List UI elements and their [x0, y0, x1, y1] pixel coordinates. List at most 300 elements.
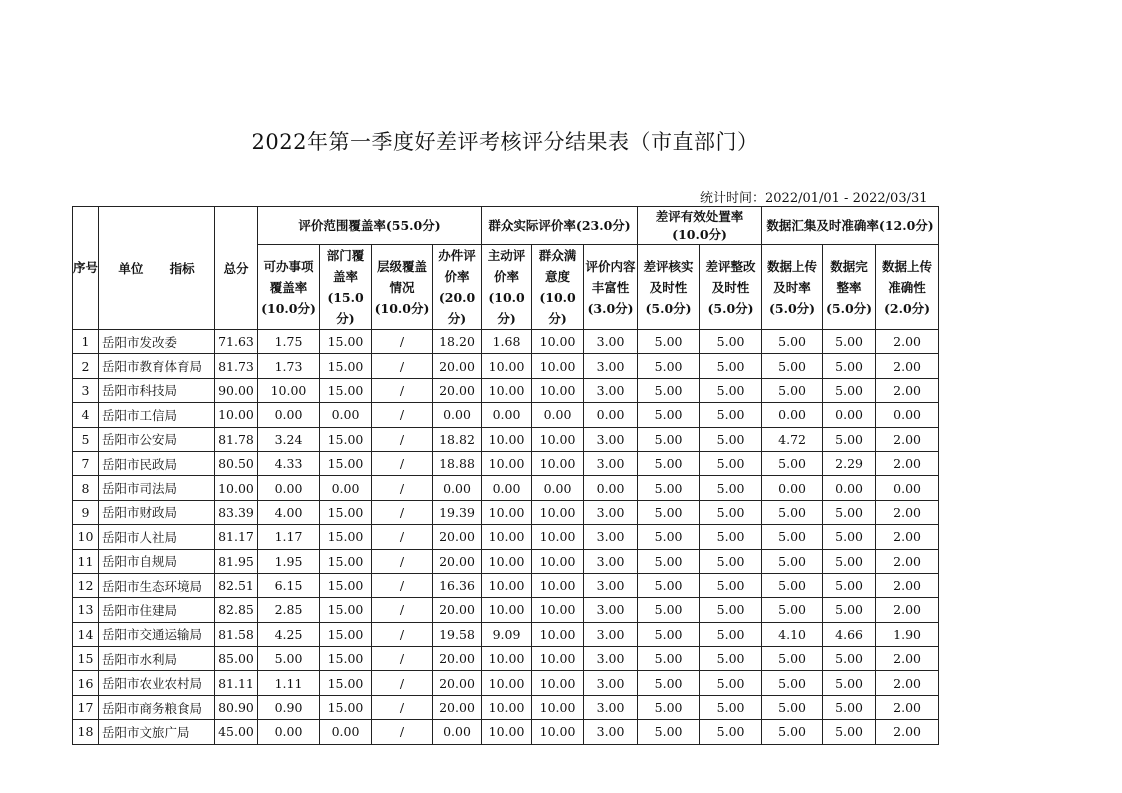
- col-header: [700, 245, 762, 330]
- row-value: 20.00: [433, 647, 482, 671]
- col-header-line: 数据完: [830, 258, 868, 274]
- row-seq: 16: [73, 671, 99, 695]
- row-value: 5.00: [700, 573, 762, 597]
- col-header-line: 差评整改: [705, 258, 756, 274]
- table-row: [73, 451, 939, 475]
- row-value: 15.00: [320, 647, 372, 671]
- row-value: 0.90: [258, 695, 320, 719]
- row-value: 5.00: [762, 330, 823, 354]
- header-unit-indicator: [99, 207, 215, 330]
- row-total: 10.00: [215, 476, 258, 500]
- row-value: 5.00: [638, 330, 700, 354]
- row-value: 1.95: [258, 549, 320, 573]
- col-header: [258, 245, 320, 330]
- row-value: 20.00: [433, 549, 482, 573]
- score-table: [72, 206, 939, 745]
- row-value: 5.00: [823, 695, 876, 719]
- row-value: 20.00: [433, 354, 482, 378]
- row-value: 5.00: [638, 720, 700, 744]
- row-value: 5.00: [823, 573, 876, 597]
- row-value: 10.00: [482, 695, 532, 719]
- row-value: 5.00: [700, 330, 762, 354]
- row-value: 4.33: [258, 451, 320, 475]
- row-unit: 岳阳市水利局: [99, 647, 215, 671]
- table-row: [73, 671, 939, 695]
- row-value: 1.17: [258, 525, 320, 549]
- group-coverage: 评价范围覆盖率(55.0分): [258, 207, 482, 245]
- row-value: 10.00: [482, 451, 532, 475]
- table-row: [73, 622, 939, 646]
- row-value: /: [372, 622, 433, 646]
- row-value: 5.00: [638, 354, 700, 378]
- row-value: 10.00: [482, 354, 532, 378]
- row-seq: 18: [73, 720, 99, 744]
- row-value: 3.00: [584, 695, 638, 719]
- row-value: 1.68: [482, 330, 532, 354]
- row-value: 5.00: [762, 720, 823, 744]
- row-unit: 岳阳市财政局: [99, 500, 215, 524]
- row-value: 2.00: [876, 427, 939, 451]
- row-value: 0.00: [433, 720, 482, 744]
- row-value: 5.00: [823, 500, 876, 524]
- row-value: 0.00: [258, 476, 320, 500]
- row-value: 0.00: [482, 476, 532, 500]
- row-value: 5.00: [762, 549, 823, 573]
- row-value: 10.00: [482, 427, 532, 451]
- row-value: 15.00: [320, 549, 372, 573]
- row-value: 3.00: [584, 330, 638, 354]
- row-seq: 8: [73, 476, 99, 500]
- row-value: 10.00: [482, 525, 532, 549]
- row-seq: 4: [73, 403, 99, 427]
- header-seq: [73, 207, 99, 330]
- row-value: 5.00: [700, 427, 762, 451]
- row-value: 5.00: [700, 378, 762, 402]
- row-value: 5.00: [700, 354, 762, 378]
- row-value: 5.00: [762, 598, 823, 622]
- col-header-line: 办件评: [438, 248, 476, 263]
- row-unit: 岳阳市人社局: [99, 525, 215, 549]
- row-value: 5.00: [762, 451, 823, 475]
- row-unit: 岳阳市民政局: [99, 451, 215, 475]
- row-total: 81.11: [215, 671, 258, 695]
- row-unit: 岳阳市住建局: [99, 598, 215, 622]
- row-seq: 5: [73, 427, 99, 451]
- row-value: 2.00: [876, 573, 939, 597]
- col-header: [372, 245, 433, 330]
- row-value: 6.15: [258, 573, 320, 597]
- col-header-line: 层级覆盖: [376, 258, 427, 274]
- row-total: 83.39: [215, 500, 258, 524]
- row-unit: 岳阳市自规局: [99, 549, 215, 573]
- col-header-line: (5.0分): [645, 300, 692, 316]
- col-header-line: (5.0分): [769, 300, 816, 316]
- row-value: 5.00: [700, 500, 762, 524]
- row-value: 15.00: [320, 622, 372, 646]
- row-value: 10.00: [532, 622, 584, 646]
- row-value: /: [372, 695, 433, 719]
- row-total: 45.00: [215, 720, 258, 744]
- header-indicator-label: 指标: [169, 260, 195, 276]
- row-unit: 岳阳市科技局: [99, 378, 215, 402]
- table-row: [73, 354, 939, 378]
- row-value: 20.00: [433, 695, 482, 719]
- row-seq: 1: [73, 330, 99, 354]
- row-value: 3.00: [584, 549, 638, 573]
- group-disposal: 差评有效处置率(10.0分): [638, 207, 762, 245]
- row-value: 19.58: [433, 622, 482, 646]
- col-header-line: (2.0分): [884, 300, 931, 316]
- row-seq: 12: [73, 573, 99, 597]
- row-value: 0.00: [258, 403, 320, 427]
- row-value: 10.00: [532, 525, 584, 549]
- row-total: 71.63: [215, 330, 258, 354]
- col-header-line: 整率: [836, 279, 862, 295]
- row-value: 2.00: [876, 354, 939, 378]
- table-row: [73, 330, 939, 354]
- row-unit: 岳阳市工信局: [99, 403, 215, 427]
- row-value: 15.00: [320, 695, 372, 719]
- row-value: 19.39: [433, 500, 482, 524]
- row-value: 5.00: [762, 695, 823, 719]
- row-value: 5.00: [638, 647, 700, 671]
- row-value: 5.00: [762, 573, 823, 597]
- row-value: 5.00: [762, 647, 823, 671]
- row-value: 2.00: [876, 378, 939, 402]
- col-header-line: 主动评: [487, 248, 526, 263]
- row-value: 15.00: [320, 427, 372, 451]
- row-value: 10.00: [532, 451, 584, 475]
- col-header-line: (10.0分): [374, 300, 430, 316]
- row-value: 3.00: [584, 573, 638, 597]
- row-value: 18.82: [433, 427, 482, 451]
- row-value: 5.00: [638, 598, 700, 622]
- row-value: 3.24: [258, 427, 320, 451]
- row-value: 5.00: [638, 476, 700, 500]
- row-unit: 岳阳市教育体育局: [99, 354, 215, 378]
- row-value: 3.00: [584, 354, 638, 378]
- col-header-line: (5.0分): [707, 300, 754, 316]
- row-value: 3.00: [584, 598, 638, 622]
- row-value: 15.00: [320, 500, 372, 524]
- col-header-line: 覆盖率: [269, 279, 308, 295]
- row-value: 5.00: [638, 500, 700, 524]
- row-total: 80.90: [215, 695, 258, 719]
- row-total: 82.85: [215, 598, 258, 622]
- row-value: 5.00: [762, 378, 823, 402]
- col-header-line: 盖率: [332, 269, 358, 284]
- row-value: 5.00: [700, 720, 762, 744]
- row-value: 15.00: [320, 354, 372, 378]
- row-value: 0.00: [258, 720, 320, 744]
- row-value: 5.00: [823, 720, 876, 744]
- row-value: 5.00: [762, 525, 823, 549]
- row-value: 2.00: [876, 695, 939, 719]
- row-value: 10.00: [532, 427, 584, 451]
- row-value: 10.00: [482, 573, 532, 597]
- row-value: 2.00: [876, 451, 939, 475]
- row-value: 5.00: [823, 549, 876, 573]
- row-value: 0.00: [876, 403, 939, 427]
- row-value: 0.00: [532, 476, 584, 500]
- row-value: 5.00: [823, 525, 876, 549]
- row-value: 2.00: [876, 330, 939, 354]
- row-value: 3.00: [584, 671, 638, 695]
- row-value: 10.00: [482, 720, 532, 744]
- col-header-line: 数据上传: [882, 258, 933, 274]
- row-value: 5.00: [823, 647, 876, 671]
- row-value: 10.00: [258, 378, 320, 402]
- row-value: 20.00: [433, 525, 482, 549]
- row-value: 0.00: [320, 476, 372, 500]
- table-row: [73, 500, 939, 524]
- row-value: 10.00: [482, 598, 532, 622]
- row-value: 0.00: [762, 476, 823, 500]
- col-header-line: 意度: [545, 269, 571, 284]
- row-value: /: [372, 476, 433, 500]
- row-value: 15.00: [320, 671, 372, 695]
- row-total: 10.00: [215, 403, 258, 427]
- row-seq: 10: [73, 525, 99, 549]
- row-total: 81.58: [215, 622, 258, 646]
- row-value: 5.00: [638, 573, 700, 597]
- table-row: [73, 647, 939, 671]
- row-value: 16.36: [433, 573, 482, 597]
- row-unit: 岳阳市交通运输局: [99, 622, 215, 646]
- row-value: 10.00: [482, 549, 532, 573]
- row-value: 5.00: [638, 378, 700, 402]
- row-unit: 岳阳市司法局: [99, 476, 215, 500]
- row-value: 0.00: [823, 476, 876, 500]
- row-value: 15.00: [320, 378, 372, 402]
- table-row: [73, 403, 939, 427]
- row-value: /: [372, 354, 433, 378]
- row-value: 10.00: [532, 695, 584, 719]
- row-value: 4.25: [258, 622, 320, 646]
- table-row: [73, 525, 939, 549]
- row-value: 2.00: [876, 525, 939, 549]
- row-unit: 岳阳市文旅广局: [99, 720, 215, 744]
- col-header-line: 及时性: [711, 279, 750, 295]
- col-header: [320, 245, 372, 330]
- row-value: 1.11: [258, 671, 320, 695]
- row-seq: 14: [73, 622, 99, 646]
- row-seq: 11: [73, 549, 99, 573]
- row-value: 1.73: [258, 354, 320, 378]
- row-value: 15.00: [320, 451, 372, 475]
- table-row: [73, 549, 939, 573]
- row-value: 9.09: [482, 622, 532, 646]
- row-value: 2.00: [876, 598, 939, 622]
- row-value: 5.00: [823, 427, 876, 451]
- col-header-line: 评价内容: [585, 258, 636, 274]
- row-total: 81.78: [215, 427, 258, 451]
- row-value: 10.00: [532, 720, 584, 744]
- col-header-line: 及时性: [649, 279, 688, 295]
- row-seq: 15: [73, 647, 99, 671]
- row-value: 10.00: [482, 647, 532, 671]
- row-value: 5.00: [638, 403, 700, 427]
- page-title: 2022年第一季度好差评考核评分结果表（市直部门）: [251, 130, 759, 154]
- row-value: 4.66: [823, 622, 876, 646]
- row-value: 5.00: [638, 622, 700, 646]
- row-value: 5.00: [700, 403, 762, 427]
- row-value: 2.85: [258, 598, 320, 622]
- row-value: 5.00: [700, 671, 762, 695]
- row-value: /: [372, 330, 433, 354]
- header-total: 总分: [215, 207, 258, 330]
- row-value: 4.10: [762, 622, 823, 646]
- row-value: 10.00: [482, 378, 532, 402]
- row-value: 5.00: [823, 330, 876, 354]
- col-header-line: 可办事项: [263, 258, 314, 274]
- row-value: 0.00: [482, 403, 532, 427]
- col-header-line: 及时率: [773, 279, 811, 295]
- table-row: [73, 695, 939, 719]
- row-value: 5.00: [700, 647, 762, 671]
- row-value: 5.00: [700, 549, 762, 573]
- row-value: /: [372, 403, 433, 427]
- row-value: 3.00: [584, 720, 638, 744]
- row-value: 10.00: [532, 549, 584, 573]
- row-value: 3.00: [584, 647, 638, 671]
- row-value: 5.00: [700, 525, 762, 549]
- row-unit: 岳阳市生态环境局: [99, 573, 215, 597]
- row-value: 2.29: [823, 451, 876, 475]
- row-unit: 岳阳市公安局: [99, 427, 215, 451]
- row-value: 0.00: [584, 476, 638, 500]
- col-header: [823, 245, 876, 330]
- row-value: 5.00: [638, 451, 700, 475]
- col-header-line: 数据上传: [767, 258, 818, 274]
- row-value: 3.00: [584, 525, 638, 549]
- row-value: 10.00: [532, 354, 584, 378]
- row-value: 2.00: [876, 549, 939, 573]
- row-total: 80.50: [215, 451, 258, 475]
- col-header: [876, 245, 939, 330]
- table-row: [73, 378, 939, 402]
- header-unit-label: 单位: [118, 260, 144, 276]
- row-unit: 岳阳市发改委: [99, 330, 215, 354]
- table-row: [73, 720, 939, 744]
- col-header: [433, 245, 482, 330]
- row-value: 0.00: [823, 403, 876, 427]
- row-value: /: [372, 525, 433, 549]
- col-header-line: 价率: [444, 269, 470, 284]
- row-value: 5.00: [823, 598, 876, 622]
- row-value: 5.00: [258, 647, 320, 671]
- row-value: 15.00: [320, 598, 372, 622]
- row-value: 4.72: [762, 427, 823, 451]
- col-header-line: (3.0分): [587, 300, 634, 316]
- col-header-line: (20.0分): [438, 290, 476, 326]
- row-value: 18.20: [433, 330, 482, 354]
- row-value: 10.00: [532, 671, 584, 695]
- row-value: 18.88: [433, 451, 482, 475]
- row-seq: 17: [73, 695, 99, 719]
- row-value: 3.00: [584, 451, 638, 475]
- row-value: /: [372, 378, 433, 402]
- row-value: 5.00: [762, 671, 823, 695]
- row-value: 1.75: [258, 330, 320, 354]
- col-header-line: (10.0分): [261, 300, 316, 316]
- row-value: /: [372, 720, 433, 744]
- row-value: 15.00: [320, 330, 372, 354]
- col-header-line: 部门覆: [326, 248, 365, 263]
- row-value: /: [372, 451, 433, 475]
- row-value: 3.00: [584, 427, 638, 451]
- row-value: 5.00: [700, 476, 762, 500]
- header-seq-label: 序号: [73, 260, 99, 275]
- row-value: 10.00: [532, 598, 584, 622]
- row-value: 5.00: [823, 671, 876, 695]
- col-header: [482, 245, 532, 330]
- row-value: 0.00: [584, 403, 638, 427]
- row-value: /: [372, 671, 433, 695]
- col-header: [638, 245, 700, 330]
- row-value: 0.00: [762, 403, 823, 427]
- row-value: 5.00: [638, 671, 700, 695]
- row-seq: 7: [73, 451, 99, 475]
- row-value: 2.00: [876, 500, 939, 524]
- row-value: 0.00: [433, 476, 482, 500]
- row-value: 15.00: [320, 525, 372, 549]
- row-total: 81.95: [215, 549, 258, 573]
- row-total: 90.00: [215, 378, 258, 402]
- col-header-line: 差评核实: [643, 258, 694, 274]
- row-value: 10.00: [532, 647, 584, 671]
- col-header-line: 丰富性: [591, 279, 630, 295]
- row-value: 2.00: [876, 720, 939, 744]
- row-value: 0.00: [433, 403, 482, 427]
- row-value: 2.00: [876, 647, 939, 671]
- row-value: 20.00: [433, 671, 482, 695]
- row-value: 5.00: [638, 695, 700, 719]
- statistics-period: 统计时间：2022/01/01 - 2022/03/31: [700, 191, 928, 206]
- group-evaluation: 群众实际评价率(23.0分): [482, 207, 638, 245]
- col-header-line: (10.0分): [539, 290, 576, 326]
- col-header-line: (10.0分): [488, 290, 525, 326]
- row-value: 5.00: [700, 451, 762, 475]
- row-value: 10.00: [532, 500, 584, 524]
- row-value: 0.00: [320, 403, 372, 427]
- row-value: 3.00: [584, 622, 638, 646]
- row-value: /: [372, 427, 433, 451]
- row-seq: 2: [73, 354, 99, 378]
- row-total: 81.73: [215, 354, 258, 378]
- row-value: 5.00: [700, 598, 762, 622]
- row-value: 5.00: [823, 378, 876, 402]
- table-row: [73, 476, 939, 500]
- col-header: [762, 245, 823, 330]
- col-header-line: 准确性: [888, 279, 926, 295]
- row-value: 5.00: [700, 695, 762, 719]
- row-seq: 3: [73, 378, 99, 402]
- row-total: 85.00: [215, 647, 258, 671]
- col-header-line: 群众满: [538, 248, 577, 263]
- row-value: 0.00: [876, 476, 939, 500]
- row-value: 5.00: [638, 525, 700, 549]
- col-header-line: (5.0分): [826, 300, 873, 316]
- row-value: 10.00: [532, 378, 584, 402]
- row-value: 4.00: [258, 500, 320, 524]
- row-value: /: [372, 549, 433, 573]
- row-total: 82.51: [215, 573, 258, 597]
- row-value: 5.00: [762, 500, 823, 524]
- row-value: 20.00: [433, 378, 482, 402]
- table-row: [73, 573, 939, 597]
- row-value: 10.00: [532, 573, 584, 597]
